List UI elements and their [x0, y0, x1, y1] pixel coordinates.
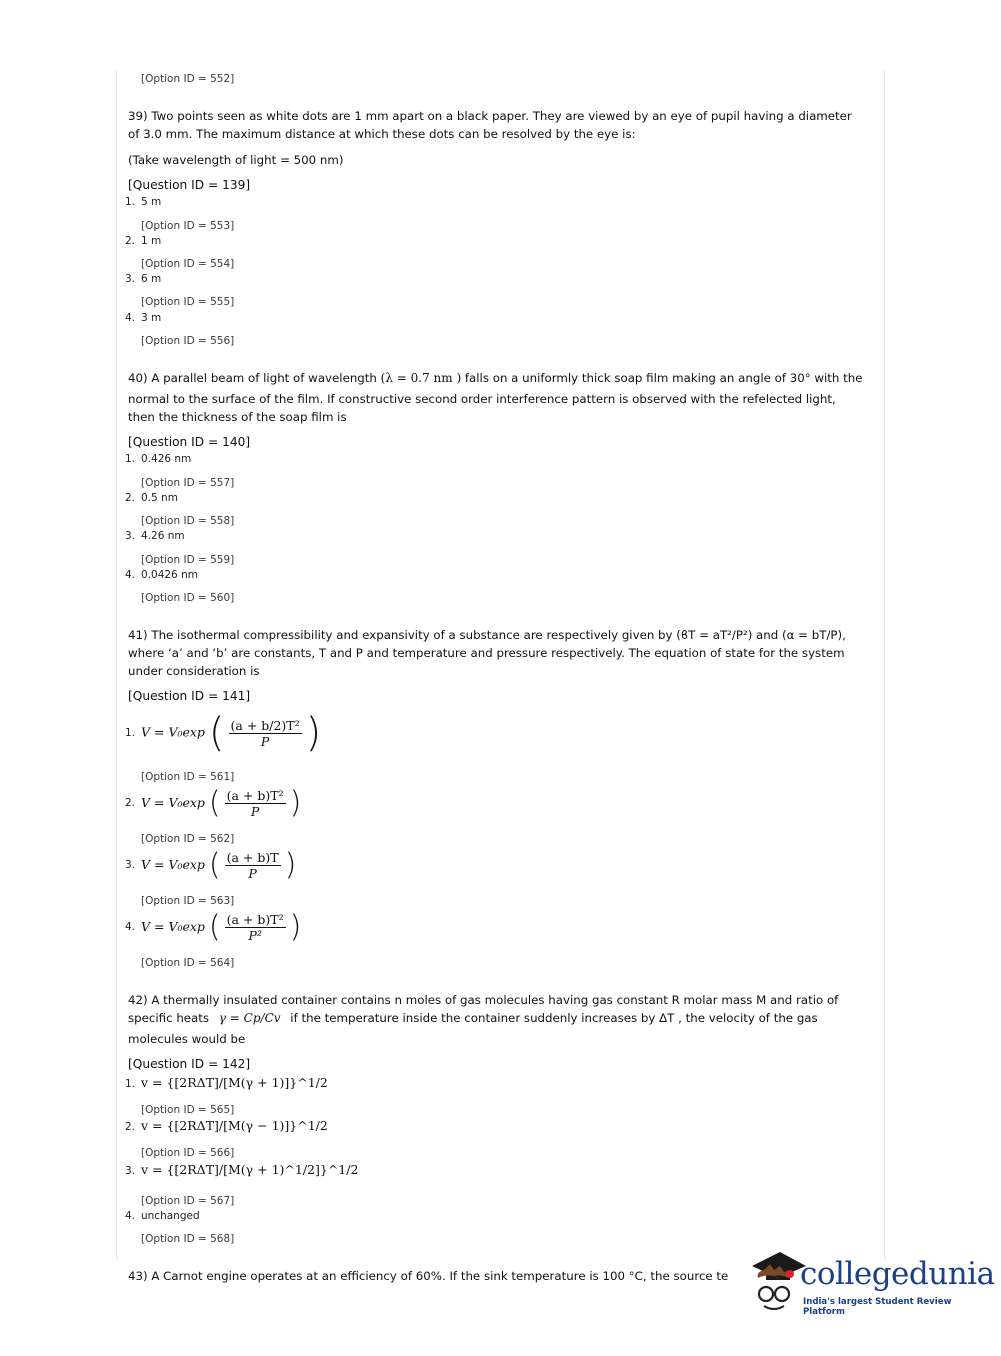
question-43-text: 43) A Carnot engine operates at an efficiency of 60%. If the sink temperature is 100 °C, the source te [128, 1269, 729, 1283]
option-item[interactable] [125, 907, 301, 947]
option-item[interactable] [125, 1075, 328, 1090]
question-text-line: where ‘a’ and ‘b’ are constants, T and P and temperature and pressure respectively. The equation of state for the system [128, 646, 845, 660]
question-text-line: molecules would be [128, 1032, 246, 1046]
option-text: 0.5 nm [141, 492, 178, 504]
option-item[interactable] [125, 569, 198, 581]
option-id-label: [Option ID = 567] [141, 1195, 235, 1207]
option-item[interactable] [125, 196, 161, 208]
option-number: 3. [125, 273, 136, 285]
question-text-line: then the thickness of the soap film is [128, 410, 347, 424]
option-math: v = {[2RΔT]/[M(γ + 1)]}^1/2 [141, 1075, 328, 1090]
option-id-label: [Option ID = 553] [141, 220, 235, 232]
question-text-line: normal to the surface of the film. If constructive second order interference pattern is observed with the refelected light, [128, 392, 836, 406]
denominator: P [250, 803, 260, 819]
option-number: 4. [125, 569, 136, 581]
question-text-line: 41) The isothermal compressibility and expansivity of a substance are respectively given by (ϐT = aT²/P²) and (α = bT/P), [128, 628, 846, 642]
gamma-math: γ = Cp/Cv [218, 1011, 281, 1025]
question-text-line: 39) Two points seen as white dots are 1 mm apart on a black paper. They are viewed by an eye of pupil having a diameter [128, 109, 852, 123]
question-text-fragment: specific heats [128, 1011, 210, 1025]
option-number: 2. [125, 235, 136, 247]
equation-lhs: V = V₀exp [141, 856, 205, 872]
option-text: 0.426 nm [141, 453, 192, 465]
option-item[interactable] [125, 846, 296, 884]
option-id-label: [Option ID = 558] [141, 515, 235, 527]
option-id-label: [Option ID = 557] [141, 477, 235, 489]
right-paren: ) [289, 785, 302, 820]
right-paren: ) [305, 710, 322, 756]
option-item[interactable] [125, 492, 178, 504]
question-id: [Question ID = 140] [128, 435, 251, 449]
option-id-label: [Option ID = 556] [141, 335, 235, 347]
numerator: (a + b)T² [226, 787, 284, 803]
option-number: 3. [125, 1165, 136, 1177]
option-text: 0.0426 nm [141, 569, 198, 581]
option-item[interactable] [125, 705, 321, 761]
numerator: (a + b/2)T² [230, 717, 300, 733]
option-item[interactable] [125, 1210, 200, 1222]
question-text-fragment: 40) A parallel beam of light of wavelength [128, 371, 377, 385]
question-text-fragment: falls on a uniformly thick soap film making an angle of 30° with the [464, 371, 863, 385]
option-id-label: [Option ID = 561] [141, 771, 235, 783]
collegedunia-logo[interactable] [744, 1250, 995, 1320]
option-text: 3 m [141, 312, 162, 324]
equation [141, 785, 302, 820]
option-number: 1. [125, 196, 136, 208]
question-text-line [128, 370, 863, 388]
option-id-label: [Option ID = 559] [141, 554, 235, 566]
option-id-label: [Option ID = 563] [141, 895, 235, 907]
option-number: 1. [125, 1078, 136, 1090]
option-item[interactable] [125, 453, 191, 465]
option-number: 3. [125, 859, 136, 871]
option-item[interactable] [125, 784, 301, 822]
option-item[interactable] [125, 312, 161, 324]
option-id-label: [Option ID = 566] [141, 1147, 235, 1159]
option-text: unchanged [141, 1210, 200, 1222]
logo-tagline: India's largest Student Review Platform [803, 1297, 952, 1317]
right-margin-rule [884, 70, 885, 1260]
numerator: (a + b)T [226, 849, 279, 865]
equation-lhs: V = V₀exp [141, 724, 205, 740]
denominator: P [248, 865, 257, 881]
denominator: P [260, 733, 270, 749]
left-paren: ( [208, 847, 221, 882]
equation-lhs: V = V₀exp [141, 794, 205, 810]
question-id: [Question ID = 142] [128, 1057, 251, 1071]
question-id: [Question ID = 141] [128, 689, 251, 703]
option-item[interactable] [125, 235, 161, 247]
right-paren: ) [289, 909, 302, 944]
mascot-icon [744, 1250, 808, 1318]
option-text: 1 m [141, 235, 162, 247]
right-paren: ) [284, 847, 297, 882]
option-item[interactable] [125, 1162, 358, 1177]
left-paren: ( [208, 710, 225, 756]
numerator: (a + b)T² [226, 911, 284, 927]
option-text: 5 m [141, 196, 162, 208]
option-id-label: [Option ID = 554] [141, 258, 235, 270]
question-text-line: 42) A thermally insulated container contains n moles of gas molecules having gas constant R molar mass M and ratio of [128, 993, 839, 1007]
fraction [225, 912, 286, 943]
option-text: 6 m [141, 273, 162, 285]
option-id-label: [Option ID = 568] [141, 1233, 235, 1245]
option-math: v = {[2RΔT]/[M(γ + 1)^1/2]}^1/2 [141, 1162, 359, 1177]
fraction [225, 850, 281, 881]
option-number: 4. [125, 1210, 136, 1222]
option-id-label: [Option ID = 564] [141, 957, 235, 969]
left-paren: ( [208, 909, 221, 944]
option-number: 2. [125, 797, 136, 809]
option-id-label: [Option ID = 560] [141, 592, 235, 604]
option-number: 3. [125, 530, 136, 542]
option-id-label: [Option ID = 552] [141, 73, 235, 85]
option-id-label: [Option ID = 562] [141, 833, 235, 845]
option-number: 1. [125, 453, 136, 465]
option-item[interactable] [125, 1118, 328, 1133]
option-number: 2. [125, 1121, 136, 1133]
option-number: 4. [125, 312, 136, 324]
option-id-label: [Option ID = 555] [141, 296, 235, 308]
equation [141, 909, 302, 944]
left-margin-rule [116, 70, 117, 1260]
question-text-fragment: if the temperature inside the container suddenly increases by ΔT , the velocity of the gas [290, 1011, 818, 1025]
equation-lhs: V = V₀exp [141, 918, 205, 934]
logo-wordmark: collegedunia [800, 1256, 995, 1292]
option-item[interactable] [125, 273, 161, 285]
question-note: (Take wavelength of light = 500 nm) [128, 153, 344, 167]
question-text-line: of 3.0 mm. The maximum distance at which these dots can be resolved by the eye is: [128, 127, 636, 141]
option-number: 4. [125, 921, 136, 933]
option-item[interactable] [125, 530, 185, 542]
left-paren: ( [208, 785, 221, 820]
wavelength-math: (λ = 0.7 nm ) [380, 371, 462, 385]
equation [141, 847, 297, 882]
question-id: [Question ID = 139] [128, 178, 251, 192]
question-text-line [128, 1010, 818, 1028]
denominator: P² [248, 927, 262, 943]
fraction [229, 718, 302, 749]
option-number: 1. [125, 727, 136, 739]
equation [141, 710, 322, 756]
option-math: v = {[2RΔT]/[M(γ − 1)]}^1/2 [141, 1118, 328, 1133]
option-number: 2. [125, 492, 136, 504]
option-text: 4.26 nm [141, 530, 185, 542]
question-text-line: under consideration is [128, 664, 260, 678]
fraction [225, 788, 286, 819]
option-id-label: [Option ID = 565] [141, 1104, 235, 1116]
